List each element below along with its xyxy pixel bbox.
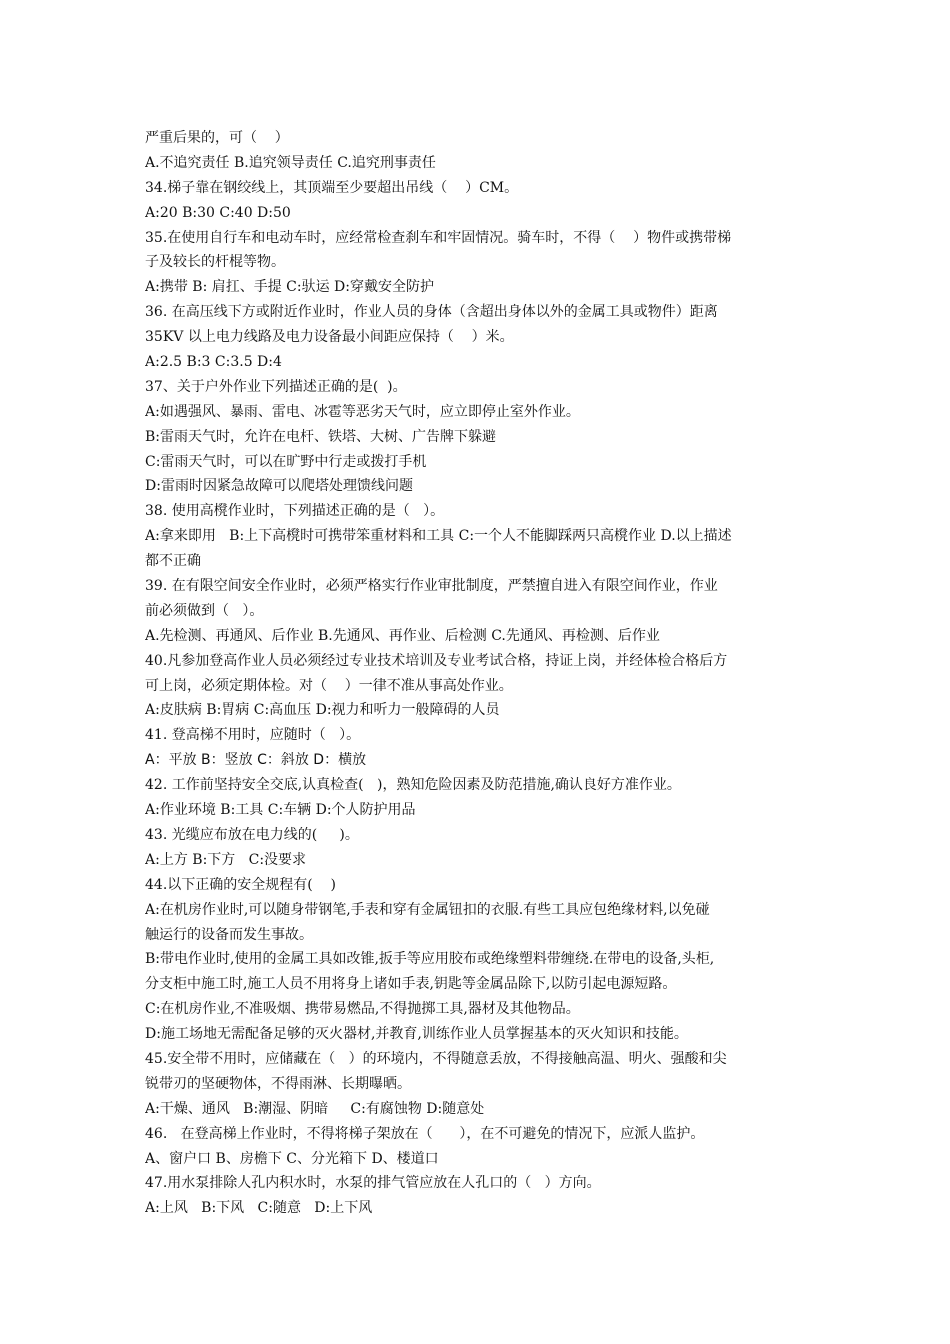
question-40: 40.凡参加登高作业人员必须经过专业技术培训及专业考试合格，持证上岗，并经体检合格后方 — [145, 652, 728, 669]
answer-options: A、窗户口 B、房檐下 C、分光箱下 D、楼道口 — [145, 1150, 439, 1167]
text-line: 触运行的设备而发生事故。 — [145, 926, 313, 943]
answer-option: A:在机房作业时,可以随身带钢笔,手表和穿有金属钮扣的衣服.有些工具应包绝缘材料,以免碰 — [145, 901, 710, 918]
answer-option: A:如遇强风、暴雨、雷电、冰雹等恶劣天气时，应立即停止室外作业。 — [145, 403, 580, 420]
answer-option: B:带电作业时,使用的金属工具如改锥,扳手等应用胶布或绝缘塑料带缠绕.在带电的设备,头柜, — [145, 951, 715, 968]
text-line: 可上岗，必须定期体检。对（ ）一律不准从事高处作业。 — [145, 677, 513, 694]
text-line: 严重后果的，可（ ） — [145, 130, 289, 146]
answer-options: A:2.5 B:3 C:3.5 D:4 — [145, 354, 282, 371]
text-line: 分支柜中施工时,施工人员不用将身上诸如手表,钥匙等金属品除下,以防引起电源短路。 — [145, 976, 677, 993]
text-line: 35KV 以上电力线路及电力设备最小间距应保持（ ）米。 — [145, 329, 514, 346]
answer-options: A:拿来即用 B:上下高櫈时可携带笨重材料和工具 C:一个人不能脚踩两只高櫈作业 D.以上描述 — [145, 528, 732, 545]
answer-option: B:雷雨天气时，允许在电杆、铁塔、大树、广告牌下躲避 — [145, 428, 497, 445]
question-35: 35.在使用自行车和电动车时，应经常检查刹车和牢固情况。骑车时，不得（ ）物件或携带梯 — [145, 229, 732, 246]
answer-options: A:上方 B:下方 C:没要求 — [145, 851, 307, 868]
answer-options: A:干燥、通风 B:潮湿、阴暗 C:有腐蚀物 D:随意处 — [145, 1100, 485, 1117]
document-body — [145, 126, 810, 1221]
answer-option: D:雷雨时因紧急故障可以爬塔处理馈线问题 — [145, 478, 413, 495]
question-45: 45.安全带不用时，应储藏在（ ）的环境内，不得随意丢放，不得接触高温、明火、强酸和尖 — [145, 1050, 727, 1067]
question-39: 39. 在有限空间安全作业时，必须严格实行作业审批制度，严禁擅自进入有限空间作业，作业 — [145, 578, 718, 595]
question-42: 42. 工作前坚持安全交底,认真检查( )，熟知危险因素及防范措施,确认良好方准作业。 — [145, 777, 681, 794]
answer-options: A：平放 B：竖放 C：斜放 D：横放 — [145, 752, 367, 769]
answer-options: A.不追究责任 B.追究领导责任 C.追究刑事责任 — [145, 154, 436, 171]
text-line: 前必须做到（ ）。 — [145, 602, 264, 619]
question-37: 37、关于户外作业下列描述正确的是( )。 — [145, 378, 407, 395]
answer-options: A:20 B:30 C:40 D:50 — [145, 204, 291, 221]
answer-options: A:上风 B:下风 C:随意 D:上下风 — [145, 1200, 373, 1217]
text-line: 都不正确 — [145, 553, 201, 570]
text-line: 锐带刃的坚硬物体，不得雨淋、长期曝晒。 — [145, 1075, 411, 1092]
question-34: 34.梯子靠在钢绞线上，其顶端至少要超出吊线（ ）CM。 — [145, 179, 519, 196]
answer-options: A.先检测、再通风、后作业 B.先通风、再作业、后检测 C.先通风、再检测、后作业 — [145, 627, 660, 644]
answer-option: C:在机房作业,不准吸烟、携带易燃品,不得抛掷工具,器材及其他物品。 — [145, 1001, 580, 1018]
question-46: 46. 在登高梯上作业时，不得将梯子架放在（ ），在不可避免的情况下，应派人监护。 — [145, 1125, 705, 1142]
question-36: 36. 在高压线下方或附近作业时，作业人员的身体（含超出身体以外的金属工具或物件）距离 — [145, 304, 718, 321]
answer-option: C:雷雨天气时，可以在旷野中行走或拨打手机 — [145, 453, 427, 470]
answer-options: A:携带 B: 肩扛、手提 C:驮运 D:穿戴安全防护 — [145, 279, 435, 296]
text-line: 子及较长的杆棍等物。 — [145, 254, 285, 271]
question-41: 41. 登高梯不用时，应随时（ ）。 — [145, 727, 361, 744]
question-47: 47.用水泵排除人孔内积水时，水泵的排气管应放在人孔口的（ ）方向。 — [145, 1175, 601, 1192]
question-43: 43. 光缆应布放在电力线的( )。 — [145, 826, 359, 843]
answer-option: D:施工场地无需配备足够的灭火器材,并教育,训练作业人员掌握基本的灭火知识和技能。 — [145, 1026, 688, 1043]
question-44: 44.以下正确的安全规程有( ) — [145, 876, 336, 893]
question-38: 38. 使用高櫈作业时，下列描述正确的是（ ）。 — [145, 503, 445, 520]
answer-options: A:皮肤病 B:胃病 C:高血压 D:视力和听力一般障碍的人员 — [145, 702, 500, 719]
answer-options: A:作业环境 B:工具 C:车辆 D:个人防护用品 — [145, 802, 416, 819]
